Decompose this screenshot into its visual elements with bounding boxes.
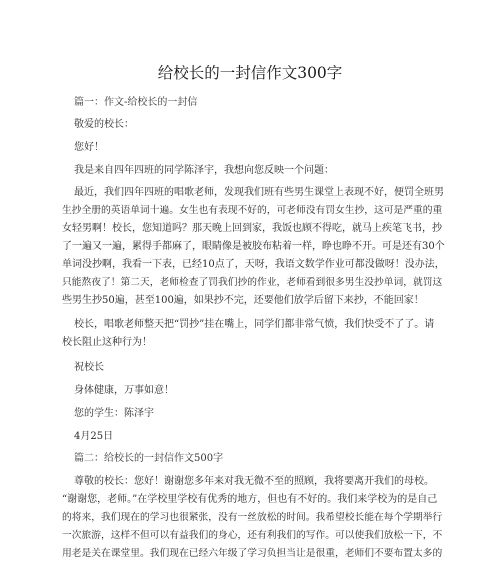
paragraph-line: 一次旅游，这样不但可以有益我们的身心，还有利我们的写作。可以使我们放松一下，不 (62, 530, 443, 541)
paragraph-line: 用老是关在课堂里。我们现在已经六年级了学习负担当让是很重，老师们不要布置太多的 (62, 548, 443, 559)
section-heading-2: 篇二：给校长的一封信作文500字 (74, 453, 224, 464)
intro-line: 我是来自四年四班的同学陈泽宇，我想向您反映一个问题： (74, 165, 334, 176)
paragraph-line: 尊敬的校长：您好！谢谢您多年来对我无微不至的照顾，我将要离开我们的母校。 (74, 476, 434, 487)
signature: 您的学生：陈泽宇 (74, 408, 154, 419)
paragraph-line: 校长，唱歌老师整天把“罚抄”挂在嘴上，同学们都非常气愤，我们快受不了了。请 (74, 319, 435, 330)
paragraph-line: 生抄全册的英语单词十遍。女生也有表现不好的，可老师没有罚女生抄，这可是严重的重 (62, 205, 443, 216)
section-heading-1: 篇一：作文-给校长的一封信 (74, 97, 198, 108)
greeting: 您好！ (74, 142, 104, 153)
date: 4月25日 (74, 431, 114, 442)
salutation: 敬爱的校长： (74, 119, 134, 130)
paragraph-line: 些男生抄50遍，甚至100遍，如果抄不完，还要他们放学后留下来抄，不能回家！ (62, 295, 424, 306)
paragraph-line: 单词没抄啊，我看一下表，已经10点了，天呀，我语文数学作业可都没做呀！没办法， (62, 259, 445, 270)
page-title: 给校长的一封信作文300字 (157, 64, 343, 82)
closing: 祝校长 (74, 362, 104, 373)
paragraph-line: 校长阻止这种行为！ (62, 337, 152, 348)
paragraph-line: 了一遍又一遍，累得手都麻了，眼睛像是被胶布粘着一样，睁也睁不开。可是还有30个 (62, 241, 445, 252)
paragraph-line: “谢谢您，老师。”在学校里学校有优秀的地方，但也有不好的。我们来学校为的是自己 (62, 494, 438, 505)
paragraph-line: 最近，我们四年四班的唱歌老师，发现我们班有些男生课堂上表现不好，便罚全班男 (74, 187, 444, 198)
paragraph-line: 女轻男啊！校长，您知道吗？那天晚上回到家，我饭也顾不得吃，就马上疾笔飞书，抄 (62, 223, 442, 234)
paragraph-line: 只能熬夜了！第二天，老师检查了罚我们抄的作业，老师看到很多男生没抄单词，就罚这 (62, 277, 443, 288)
wishes: 身体健康，万事如意！ (74, 385, 174, 396)
paragraph-line: 的将来，我们现在的学习也很紧张，没有一丝放松的时间。我希望校长能在每个学期举行 (62, 512, 443, 523)
